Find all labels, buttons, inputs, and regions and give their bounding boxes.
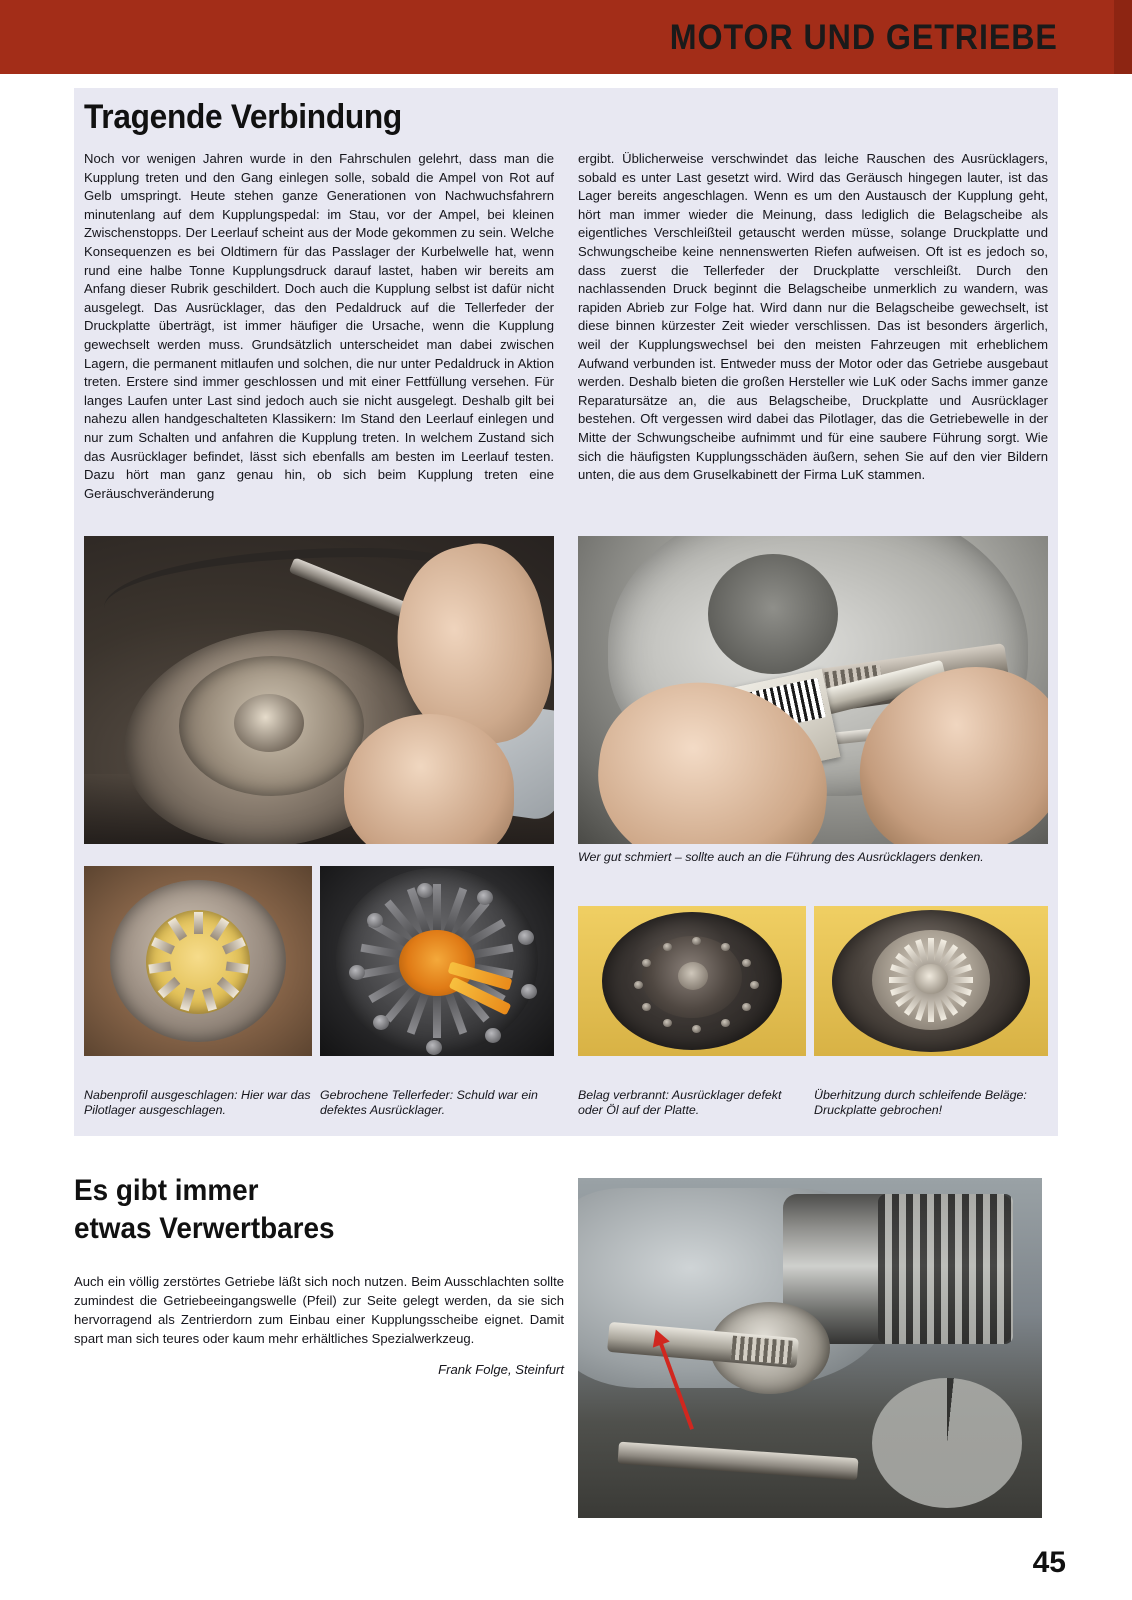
grease-gun-photo xyxy=(578,536,1048,844)
second-article-headline-line2: etwas Verwertbares xyxy=(74,1212,335,1245)
gearbox-input-shaft-photo xyxy=(578,1178,1042,1518)
article-text-right: ergibt. Üblicherweise verschwindet das leiche Rauschen des Ausrücklagers, sobald es unter Last gesetzt wird. Wird das Geräusch hingegen lauter, ist das Lager bereits angeschlagen. Wenn es um den Austausch der Kupplung geht, hört man immer wieder die Meinung, dass lediglich die Belagscheibe als eigentliches Verschleißteil getauscht werden müsse, solange Druckplatte und Schwungscheibe keine nennenswerten Riefen aufweisen. Oft ist es jedoch so, dass zuerst die Tellerfeder der Druckplatte verschleißt. Durch den nachlassenden Druck beginnt die Belagscheibe unmerklich zu wandern, was rapiden Abrieb zur Folge hat. Wird dann nur die Belagscheibe gewechselt, ist diese binnen kürzester Zeit wieder verschlissen. Das ist besonders ärgerlich, weil der Kupplungswechsel bei den meisten Fahrzeugen mit erheblichem Aufwand verbunden ist. Entweder muss der Motor oder das Getriebe ausgebaut werden. Deshalb bieten die großen Hersteller wie LuK oder Sachs immer ganze Reparatursätze an, die aus Belagscheibe, Druckplatte und Ausrücklager bestehen. Oft vergessen wird dabei das Pilotlager, das die Getriebewelle in der Mitte der Schwungscheibe aufnimmt und für eine saubere Führung sorgt. Wie sich die häufigsten Kupplungsschäden äußern, sehen Sie auf den vier Bildern unten, die aus dem Gruselkabinett der Firma LuK stammen. xyxy=(578,151,1048,483)
broken-diaphragm-spring-photo xyxy=(320,866,554,1056)
second-article-byline: Frank Folge, Steinfurt xyxy=(438,1362,564,1377)
overheated-pressure-plate-photo xyxy=(814,906,1048,1056)
article-text-left: Noch vor wenigen Jahren wurde in den Fahrschulen gelehrt, dass man die Kupplung treten und den Gang einlegen solle, sobald die Ampel von Rot auf Gelb umspringt. Heute stehen ganze Generationen von Nachwuchsfahrern minutenlang auf dem Kupplungspedal: im Stau, vor der Ampel, bei kleinen Zwischenstopps. Der Leerlauf scheint aus der Mode gekommen zu sein. Welche Konsequenzen es bei Oldtimern für das Passlager der Kurbelwelle hat, wenn rund eine halbe Tonne Kupplungsdruck darauf lastet, haben wir bereits am Anfang dieser Rubrik geschildert. Doch auch die Kupplung selbst ist dafür nicht ausgelegt. Das Ausrücklager, das den Pedaldruck auf die Tellerfeder der Druckplatte überträgt, ist immer häufiger die Ursache, wenn die Kupplung gewechselt werden muss. Grundsätzlich unterscheidet man dabei zwischen Lagern, die permanent mitlaufen und solchen, die nur unter Pedaldruck in Aktion treten. Erstere sind immer geschlossen und mit einer Fettfüllung versehen. Für langes Laufen unter Last sind jedoch auch sie nicht ausgelegt. Deshalb gilt bei nahezu allen handgeschalteten Klassikern: Im Stand den Leerlauf einlegen und nur zum Schalten und anfahren die Kupplung treten. In welchem Zustand sich das Ausrücklager befindet, lässt sich ebenfalls am besten im Leerlauf testen. Dazu hört man ganz genau hin, ob sich beim Kupplung treten eine Geräuschveränderung xyxy=(84,151,554,501)
clutch-flywheel-photo xyxy=(84,536,554,844)
second-article-body: Auch ein völlig zerstörtes Getriebe läßt sich noch nutzen. Beim Ausschlachten sollte zumindest die Getriebeeingangswelle (Pfeil) zur Seite gelegt werden, da sie sich hervorragend als Zentrierdorn zum Einbau einer Kupplungsscheibe eignet. Damit spart man sich teures oder kaum mehr erhältliches Spezialwerkzeug. xyxy=(74,1274,564,1346)
worn-hub-profile-photo xyxy=(84,866,312,1056)
second-article-headline xyxy=(74,1172,474,1248)
section-title: MOTOR UND GETRIEBE xyxy=(669,18,1058,57)
overheating-caption: Überhitzung durch schleifende Beläge: Druckplatte gebrochen! xyxy=(814,1088,1027,1117)
second-article-headline-line1: Es gibt immer xyxy=(74,1174,259,1207)
diaphragm-caption: Gebrochene Tellerfeder: Schuld war ein defektes Ausrücklager. xyxy=(320,1088,538,1117)
grease-gun-caption: Wer gut schmiert – sollte auch an die Führung des Ausrücklagers denken. xyxy=(578,850,984,864)
burnt-lining-caption: Belag verbrannt: Ausrücklager defekt oder Öl auf der Platte. xyxy=(578,1088,782,1117)
burnt-lining-photo xyxy=(578,906,806,1056)
article-headline: Tragende Verbindung xyxy=(84,98,402,136)
article-column-right xyxy=(578,150,1048,485)
header-right-edge xyxy=(1114,0,1132,74)
page-number: 45 xyxy=(1032,1546,1066,1579)
article-column-left xyxy=(84,150,554,503)
article-panel xyxy=(74,88,1058,1136)
hub-profile-caption: Nabenprofil ausgeschlagen: Hier war das Pilotlager ausgeschlagen. xyxy=(84,1088,311,1117)
